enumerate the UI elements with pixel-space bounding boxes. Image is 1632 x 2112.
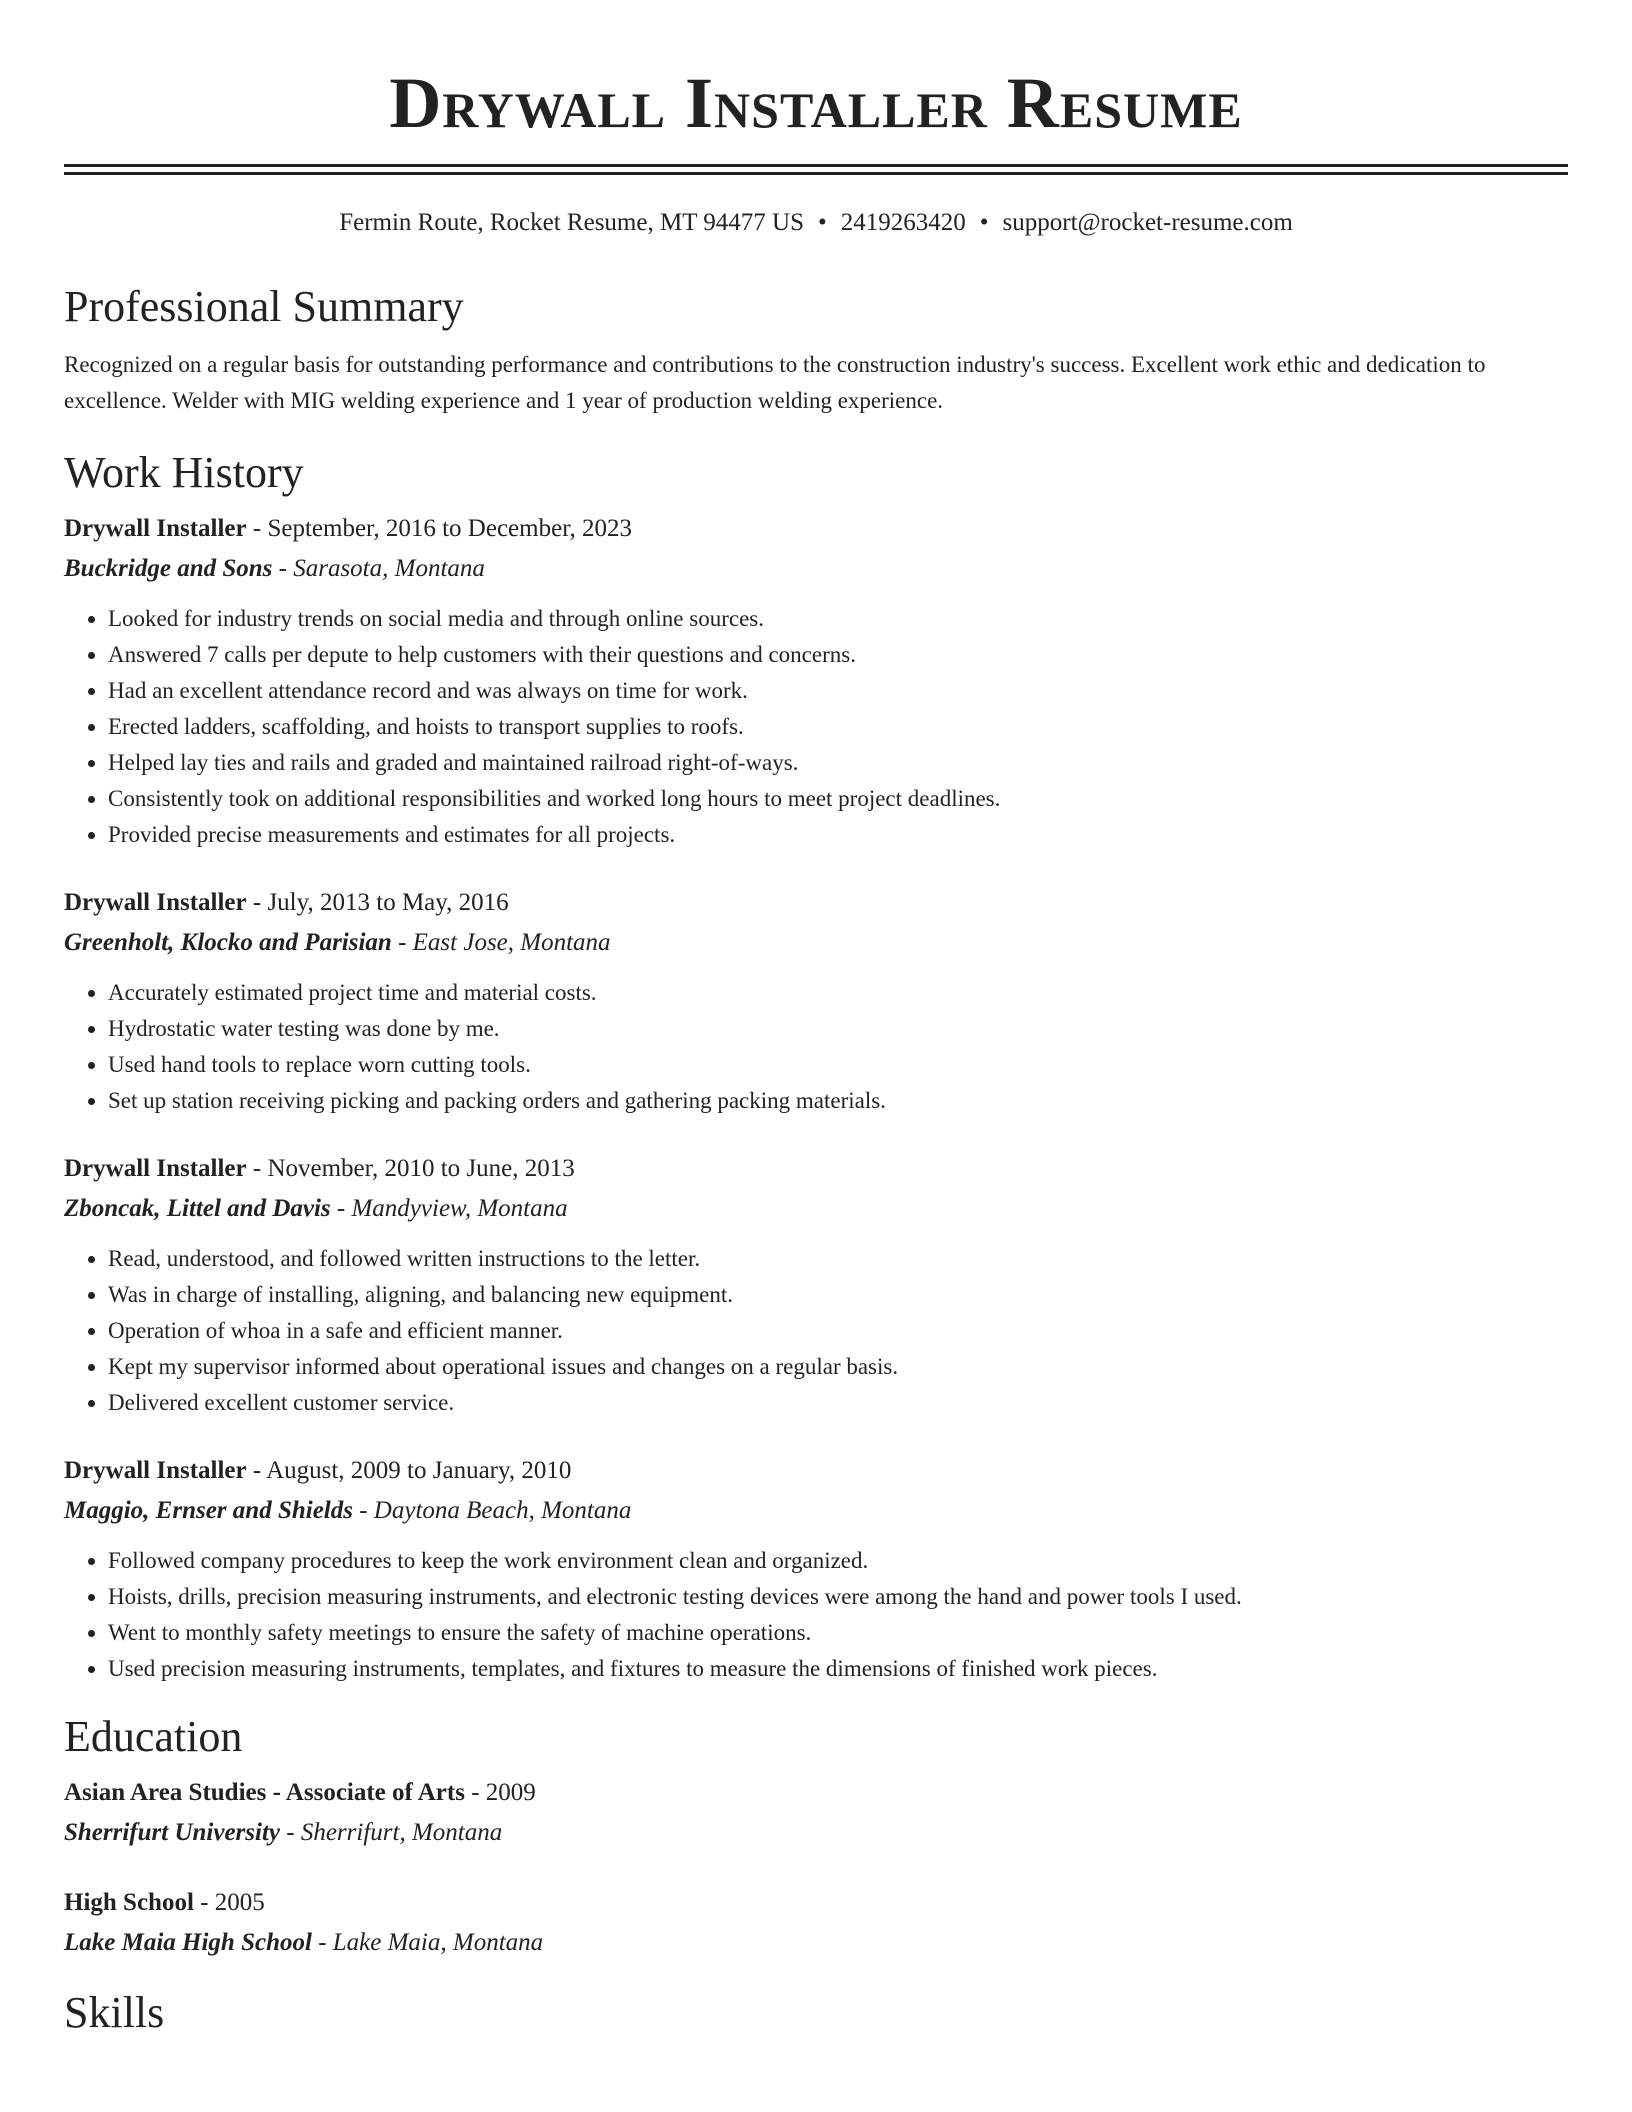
- job-title-line: [64, 1451, 1568, 1491]
- contact-separator: •: [817, 209, 827, 236]
- job-bullet: • Kept my supervisor informed about operational issues and changes on a regular basis.: [108, 1349, 1568, 1385]
- job-bullet: • Used precision measuring instruments, templates, and fixtures to measure the dimensions of finished work pieces.: [108, 1651, 1568, 1687]
- contact-address: Fermin Route, Rocket Resume, MT 94477 US: [339, 209, 804, 236]
- job-company: Maggio, Ernser and Shields: [64, 1497, 353, 1524]
- education-entry: [64, 1773, 1568, 1853]
- job-bullet: • Read, understood, and followed written instructions to the letter.: [108, 1241, 1568, 1277]
- job-dates: - November, 2010 to June, 2013: [246, 1155, 575, 1182]
- summary-text: Recognized on a regular basis for outstanding performance and contributions to the construction industry's success. Excellent work ethic and dedication to excellence. Welder with MIG welding experience and 1 year of production welding experience.: [64, 352, 1486, 413]
- job-dates: - September, 2016 to December, 2023: [246, 515, 633, 542]
- job-bullet: • Hoists, drills, precision measuring instruments, and electronic testing devices were among the hand and power tools I used.: [108, 1579, 1568, 1615]
- education-location: - Sherrifurt, Montana: [280, 1819, 503, 1846]
- education-school-line: [64, 1813, 1568, 1853]
- job-title: Drywall Installer: [64, 1457, 247, 1484]
- contact-phone: 2419263420: [840, 209, 966, 236]
- education-degree-line: [64, 1773, 1568, 1813]
- job-bullet: • Delivered excellent customer service.: [108, 1385, 1568, 1421]
- contact-email: support@rocket-resume.com: [1002, 209, 1293, 236]
- job-bullet: • Was in charge of installing, aligning, and balancing new equipment.: [108, 1277, 1568, 1313]
- job-company: Zboncak, Littel and Davis: [64, 1195, 331, 1222]
- resume-title: Drywall Installer Resume: [389, 63, 1243, 143]
- job-bullet: • Helped lay ties and rails and graded and maintained railroad right-of-ways.: [108, 745, 1568, 781]
- job-company-line: [64, 923, 1568, 963]
- job-bullets: [64, 1241, 1568, 1421]
- job-entry: [64, 1149, 1568, 1421]
- job-title: Drywall Installer: [64, 1155, 247, 1182]
- education-degree: Asian Area Studies - Associate of Arts: [64, 1779, 465, 1806]
- education-school-line: [64, 1923, 1568, 1963]
- job-company: Greenholt, Klocko and Parisian: [64, 929, 392, 956]
- education-school: Sherrifurt University: [64, 1819, 281, 1846]
- summary-heading: Professional Summary: [64, 282, 464, 331]
- job-location: - East Jose, Montana: [391, 929, 611, 956]
- job-bullet: • Looked for industry trends on social media and through online sources.: [108, 601, 1568, 637]
- education-school: Lake Maia High School: [64, 1929, 312, 1956]
- job-bullets: [64, 1543, 1568, 1687]
- contact-line: [64, 207, 1568, 239]
- job-dates: - August, 2009 to January, 2010: [246, 1457, 572, 1484]
- job-entry: [64, 883, 1568, 1119]
- title-double-rule: [64, 164, 1568, 175]
- job-bullet: • Operation of whoa in a safe and efficient manner.: [108, 1313, 1568, 1349]
- job-company-line: [64, 1189, 1568, 1229]
- job-title: Drywall Installer: [64, 889, 247, 916]
- education-heading: Education: [64, 1712, 243, 1761]
- job-bullet: • Answered 7 calls per depute to help customers with their questions and concerns.: [108, 637, 1568, 673]
- education-degree-line: [64, 1883, 1568, 1923]
- job-company-line: [64, 1491, 1568, 1531]
- job-bullets: [64, 601, 1568, 853]
- education-year: - 2005: [193, 1889, 265, 1916]
- job-entry: [64, 1451, 1568, 1687]
- job-title: Drywall Installer: [64, 515, 247, 542]
- job-bullet: • Went to monthly safety meetings to ensure the safety of machine operations.: [108, 1615, 1568, 1651]
- job-title-line: [64, 883, 1568, 923]
- job-bullet: • Had an excellent attendance record and was always on time for work.: [108, 673, 1568, 709]
- skills-heading: Skills: [64, 1988, 165, 2037]
- education-year: - 2009: [464, 1779, 536, 1806]
- job-company: Buckridge and Sons: [64, 555, 273, 582]
- contact-separator: •: [979, 209, 989, 236]
- job-bullet: • Consistently took on additional responsibilities and worked long hours to meet project deadlines.: [108, 781, 1568, 817]
- job-bullet: • Provided precise measurements and estimates for all projects.: [108, 817, 1568, 853]
- job-title-line: [64, 1149, 1568, 1189]
- job-bullet: • Followed company procedures to keep the work environment clean and organized.: [108, 1543, 1568, 1579]
- job-title-line: [64, 509, 1568, 549]
- job-bullet: • Erected ladders, scaffolding, and hoists to transport supplies to roofs.: [108, 709, 1568, 745]
- job-bullet: • Hydrostatic water testing was done by me.: [108, 1011, 1568, 1047]
- job-location: - Daytona Beach, Montana: [352, 1497, 632, 1524]
- education-degree: High School: [64, 1889, 194, 1916]
- job-bullet: • Used hand tools to replace worn cutting tools.: [108, 1047, 1568, 1083]
- education-entry: [64, 1883, 1568, 1963]
- job-company-line: [64, 549, 1568, 589]
- job-dates: - July, 2013 to May, 2016: [246, 889, 509, 916]
- job-entry: [64, 509, 1568, 853]
- education-location: - Lake Maia, Montana: [311, 1929, 544, 1956]
- job-bullets: [64, 975, 1568, 1119]
- job-bullet: • Set up station receiving picking and packing orders and gathering packing materials.: [108, 1083, 1568, 1119]
- job-bullet: • Accurately estimated project time and material costs.: [108, 975, 1568, 1011]
- job-location: - Mandyview, Montana: [330, 1195, 568, 1222]
- work-history-heading: Work History: [64, 448, 304, 497]
- job-location: - Sarasota, Montana: [272, 555, 485, 582]
